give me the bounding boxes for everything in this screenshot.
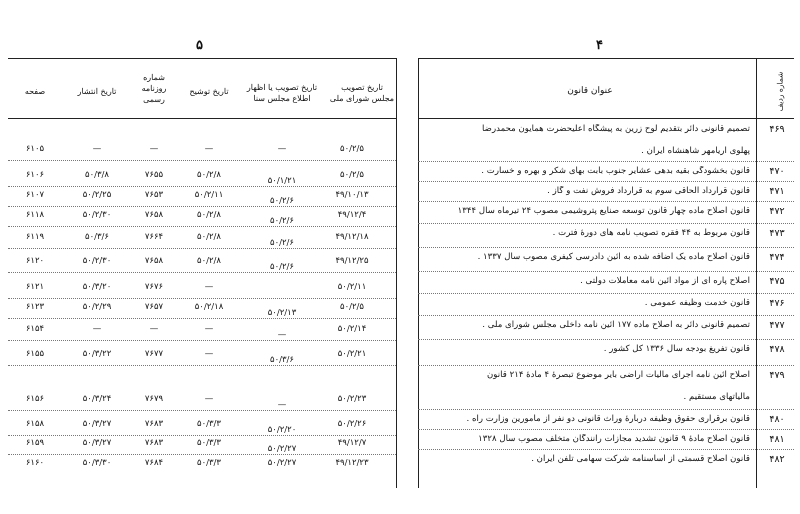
cell-sign-date: — bbox=[204, 324, 214, 334]
row-divider bbox=[418, 223, 794, 224]
cell-page: ۶۱۵۸ bbox=[25, 419, 45, 429]
cell-sign-date: — bbox=[204, 394, 214, 404]
cell-gazette-number: ۷۶۸۳ bbox=[144, 438, 164, 448]
row-number: ۴۸۱ bbox=[769, 434, 785, 445]
row-divider bbox=[8, 410, 396, 411]
row-divider bbox=[418, 315, 794, 316]
row-divider bbox=[8, 365, 396, 366]
row-divider bbox=[8, 160, 396, 161]
cell-gazette-number: ۷۶۵۸ bbox=[144, 210, 164, 220]
row-divider bbox=[418, 449, 794, 450]
law-title: اصلاح پاره ای از مواد آئین نامه معاملات دولتی . bbox=[580, 276, 750, 286]
header-gazette-line: روزنامه bbox=[141, 84, 167, 93]
cell-senate-approval: ۵۰/۲/۲۷ bbox=[267, 458, 297, 468]
row-number: ۴۷۱ bbox=[769, 186, 785, 197]
row-divider bbox=[418, 429, 794, 430]
cell-page: ۶۱۲۱ bbox=[25, 282, 45, 292]
cell-majlis-approval: ۵۰/۲/۵ bbox=[340, 302, 364, 312]
header-publish-date: تاریخ انتشار bbox=[77, 87, 117, 96]
row-divider bbox=[8, 454, 396, 455]
cell-publish-date: ۵۰/۳/۸ bbox=[85, 170, 109, 180]
row-divider bbox=[8, 298, 396, 299]
cell-senate-approval: ۵۰/۲/۲۷ bbox=[267, 444, 297, 454]
row-number: ۴۸۰ bbox=[769, 414, 785, 425]
row-divider bbox=[8, 340, 396, 341]
row-divider bbox=[418, 201, 794, 202]
cell-majlis-approval: ۵۰/۲/۵ bbox=[340, 144, 364, 154]
law-title: پهلوی آریامهر شاهنشاه ایران . bbox=[641, 146, 750, 156]
cell-senate-approval: ۵۰/۲/۶ bbox=[270, 196, 294, 206]
law-title: قانون بخشودگی بقیه بدهی عشایر جنوب بابت بهای شکر و بهره و خسارت . bbox=[481, 166, 750, 176]
row-number: ۴۷۳ bbox=[769, 228, 785, 239]
cell-page: ۶۱۰۷ bbox=[25, 190, 45, 200]
header-page: صفحه bbox=[24, 87, 46, 96]
right-page bbox=[400, 0, 800, 514]
cell-publish-date: ۵۰/۲/۲۹ bbox=[82, 302, 112, 312]
row-number: ۴۷۸ bbox=[769, 344, 785, 355]
cell-gazette-number: — bbox=[149, 324, 159, 334]
row-divider bbox=[8, 186, 396, 187]
cell-gazette-number: ۷۶۵۸ bbox=[144, 256, 164, 266]
cell-page: ۶۱۵۵ bbox=[25, 349, 45, 359]
header-sign-date: تاریخ توشیح bbox=[189, 87, 229, 96]
header-bottom-rule bbox=[418, 118, 794, 119]
cell-gazette-number: ۷۶۶۴ bbox=[144, 232, 164, 242]
header-majlis-line: مجلس شورای ملی bbox=[329, 94, 395, 103]
row-divider bbox=[8, 248, 396, 249]
cell-senate-approval: ۵۰/۱/۲۱ bbox=[267, 176, 297, 186]
cell-sign-date: ۵۰/۳/۳ bbox=[197, 458, 221, 468]
cell-publish-date: ۵۰/۳/۲۷ bbox=[82, 419, 112, 429]
cell-sign-date: ۵۰/۲/۱۱ bbox=[194, 190, 224, 200]
number-column-rule bbox=[756, 58, 757, 488]
row-divider bbox=[418, 339, 794, 340]
cell-page: ۶۱۰۶ bbox=[25, 170, 45, 180]
cell-sign-date: ۵۰/۳/۳ bbox=[197, 419, 221, 429]
law-title: تصمیم قانونی دائر بتقدیم لوح زرین به پیشگاه اعلیحضرت همایون محمدرضا bbox=[482, 124, 750, 134]
cell-page: ۶۱۱۹ bbox=[25, 232, 45, 242]
cell-publish-date: ۵۰/۳/۲۰ bbox=[82, 282, 112, 292]
law-title: اصلاح آئین نامه اجرای مالیات اراضی بایر موضوع تبصرهٔ ۴ مادهٔ ۲۱۴ قانون bbox=[486, 370, 750, 380]
cell-publish-date: ۵۰/۳/۲۷ bbox=[82, 438, 112, 448]
row-divider bbox=[8, 318, 396, 319]
cell-majlis-approval: ۵۰/۲/۵ bbox=[340, 170, 364, 180]
page-number: ۵ bbox=[196, 38, 203, 53]
cell-majlis-approval: ۵۰/۲/۲۶ bbox=[337, 419, 367, 429]
row-number: ۴۷۶ bbox=[769, 298, 785, 309]
cell-gazette-number: ۷۶۵۷ bbox=[144, 302, 164, 312]
law-title: قانون اصلاح ماده یک اضافه شده به آئین دادرسی کیفری مصوب سال ۱۳۳۷ . bbox=[477, 252, 750, 262]
row-number: ۴۶۹ bbox=[769, 124, 785, 135]
cell-page: ۶۱۲۰ bbox=[25, 256, 45, 266]
cell-page: ۶۱۰۵ bbox=[25, 144, 45, 154]
law-title: مالیاتهای مستقیم . bbox=[683, 392, 750, 402]
row-number: ۴۷۷ bbox=[769, 320, 785, 331]
header-senate-line: اطلاع مجلس سنا bbox=[253, 94, 311, 103]
cell-publish-date: ۵۰/۳/۳۰ bbox=[82, 458, 112, 468]
cell-senate-approval: — bbox=[277, 330, 287, 340]
row-divider bbox=[418, 181, 794, 182]
cell-gazette-number: ۷۶۵۳ bbox=[144, 190, 164, 200]
row-divider bbox=[418, 409, 794, 410]
law-title: قانون تفریغ بودجه سال ۱۳۳۶ کل کشور . bbox=[603, 344, 750, 354]
cell-publish-date: ۵۰/۲/۳۰ bbox=[82, 256, 112, 266]
header-row-number: شماره ردیف bbox=[775, 71, 785, 112]
cell-senate-approval: ۵۰/۳/۶ bbox=[270, 355, 294, 365]
cell-sign-date: ۵۰/۲/۱۸ bbox=[194, 302, 224, 312]
row-number: ۴۷۴ bbox=[769, 252, 785, 263]
row-divider bbox=[8, 435, 396, 436]
cell-majlis-approval: ۵۰/۲/۲۳ bbox=[337, 394, 367, 404]
cell-gazette-number: — bbox=[149, 144, 159, 154]
row-divider bbox=[418, 271, 794, 272]
cell-page: ۶۱۱۸ bbox=[25, 210, 45, 220]
cell-senate-approval: ۵۰/۲/۲۰ bbox=[267, 425, 297, 435]
cell-majlis-approval: ۵۰/۲/۱۴ bbox=[337, 324, 367, 334]
cell-sign-date: ۵۰/۲/۸ bbox=[197, 210, 221, 220]
cell-publish-date: ۵۰/۲/۳۰ bbox=[82, 210, 112, 220]
cell-majlis-approval: ۵۰/۲/۱۱ bbox=[337, 282, 367, 292]
cell-gazette-number: ۷۶۵۵ bbox=[144, 170, 164, 180]
header-title: عنوان قانون bbox=[567, 86, 613, 96]
cell-majlis-approval: ۴۹/۱۰/۱۳ bbox=[335, 190, 369, 200]
cell-senate-approval: ۵۰/۲/۶ bbox=[270, 262, 294, 272]
row-number: ۴۸۲ bbox=[769, 454, 785, 465]
spine-rule bbox=[418, 58, 419, 488]
header-bottom-rule bbox=[8, 118, 396, 119]
cell-senate-approval: ۵۰/۲/۶ bbox=[270, 216, 294, 226]
header-gazette-line: شماره bbox=[143, 73, 165, 82]
law-title: قانون مربوط به ۴۴ فقره تصویب نامه های دورهٔ فترت . bbox=[552, 228, 750, 238]
table-top-rule bbox=[8, 58, 396, 59]
cell-sign-date: — bbox=[204, 282, 214, 292]
cell-sign-date: — bbox=[204, 144, 214, 154]
cell-majlis-approval: ۴۹/۱۲/۷ bbox=[337, 438, 367, 448]
cell-majlis-approval: ۵۰/۲/۲۱ bbox=[337, 349, 367, 359]
law-title: قانون اصلاح قسمتی از اساسنامه شرکت سهامی تلفن ایران . bbox=[531, 454, 750, 464]
row-divider bbox=[418, 365, 794, 366]
cell-gazette-number: ۷۶۸۳ bbox=[144, 419, 164, 429]
row-divider bbox=[418, 161, 794, 162]
row-number: ۴۷۲ bbox=[769, 206, 785, 217]
row-divider bbox=[418, 247, 794, 248]
cell-sign-date: ۵۰/۲/۸ bbox=[197, 232, 221, 242]
header-senate-approval bbox=[236, 82, 328, 104]
row-divider bbox=[418, 293, 794, 294]
cell-sign-date: — bbox=[204, 349, 214, 359]
cell-senate-approval: ۵۰/۲/۶ bbox=[270, 238, 294, 248]
law-title: قانون اصلاح ماده چهار قانون توسعه صنایع پتروشیمی مصوب ۲۴ تیرماه سال ۱۳۴۴ bbox=[457, 206, 750, 216]
law-title: قانون قرارداد الحاقی سوم به قرارداد فروش نفت و گاز . bbox=[547, 186, 750, 196]
row-divider bbox=[8, 226, 396, 227]
cell-publish-date: ۵۰/۳/۶ bbox=[85, 232, 109, 242]
cell-senate-approval: ۵۰/۲/۱۳ bbox=[267, 308, 297, 318]
law-title: قانون خدمت وظیفه عمومی . bbox=[644, 298, 750, 308]
cell-page: ۶۱۵۴ bbox=[25, 324, 45, 334]
cell-majlis-approval: ۴۹/۱۲/۴ bbox=[337, 210, 367, 220]
page-number: ۴ bbox=[596, 38, 603, 53]
cell-senate-approval: — bbox=[277, 400, 287, 410]
cell-publish-date: ۵۰/۳/۲۴ bbox=[82, 394, 112, 404]
cell-sign-date: ۵۰/۳/۳ bbox=[197, 438, 221, 448]
cell-publish-date: ۵۰/۲/۲۵ bbox=[82, 190, 112, 200]
cell-publish-date: — bbox=[92, 144, 102, 154]
law-title: قانون اصلاح مادهٔ ۹ قانون تشدید مجازات رانندگان متخلف مصوب سال ۱۳۲۸ bbox=[478, 434, 750, 444]
cell-senate-approval: — bbox=[277, 144, 287, 154]
law-title: قانون برقراری حقوق وظیفه دربارهٔ وراث قانونی دو نفر از مأمورین وزارت راه . bbox=[466, 414, 750, 424]
cell-page: ۶۱۵۹ bbox=[25, 438, 45, 448]
cell-sign-date: ۵۰/۲/۸ bbox=[197, 256, 221, 266]
cell-page: ۶۱۶۰ bbox=[25, 458, 45, 468]
cell-gazette-number: ۷۶۸۴ bbox=[144, 458, 164, 468]
cell-page: ۶۱۵۶ bbox=[25, 394, 45, 404]
header-majlis-approval bbox=[328, 82, 396, 104]
cell-publish-date: — bbox=[92, 324, 102, 334]
cell-sign-date: ۵۰/۲/۸ bbox=[197, 170, 221, 180]
row-number: ۴۷۰ bbox=[769, 166, 785, 177]
row-number: ۴۷۵ bbox=[769, 276, 785, 287]
spine-rule bbox=[396, 58, 397, 488]
header-senate-line: تاریخ تصویب یا اظهار bbox=[246, 83, 318, 92]
cell-page: ۶۱۲۳ bbox=[25, 302, 45, 312]
cell-gazette-number: ۷۶۷۷ bbox=[144, 349, 164, 359]
table-top-rule bbox=[418, 58, 794, 59]
header-gazette-line: رسمی bbox=[143, 95, 165, 104]
row-divider bbox=[8, 206, 396, 207]
cell-majlis-approval: ۴۹/۱۲/۲۵ bbox=[335, 256, 369, 266]
header-gazette-number bbox=[132, 72, 176, 105]
law-title: تصمیم قانونی دائر به اصلاح ماده ۱۷۷ آئین نامه داخلی مجلس شورای ملی . bbox=[482, 320, 750, 330]
cell-gazette-number: ۷۶۷۶ bbox=[144, 282, 164, 292]
header-majlis-line: تاریخ تصویب bbox=[341, 83, 383, 92]
cell-majlis-approval: ۴۹/۱۲/۱۸ bbox=[335, 232, 369, 242]
row-divider bbox=[8, 272, 396, 273]
cell-majlis-approval: ۴۹/۱۲/۲۳ bbox=[335, 458, 369, 468]
cell-publish-date: ۵۰/۳/۲۲ bbox=[82, 349, 112, 359]
row-number: ۴۷۹ bbox=[769, 370, 785, 381]
cell-gazette-number: ۷۶۷۹ bbox=[144, 394, 164, 404]
